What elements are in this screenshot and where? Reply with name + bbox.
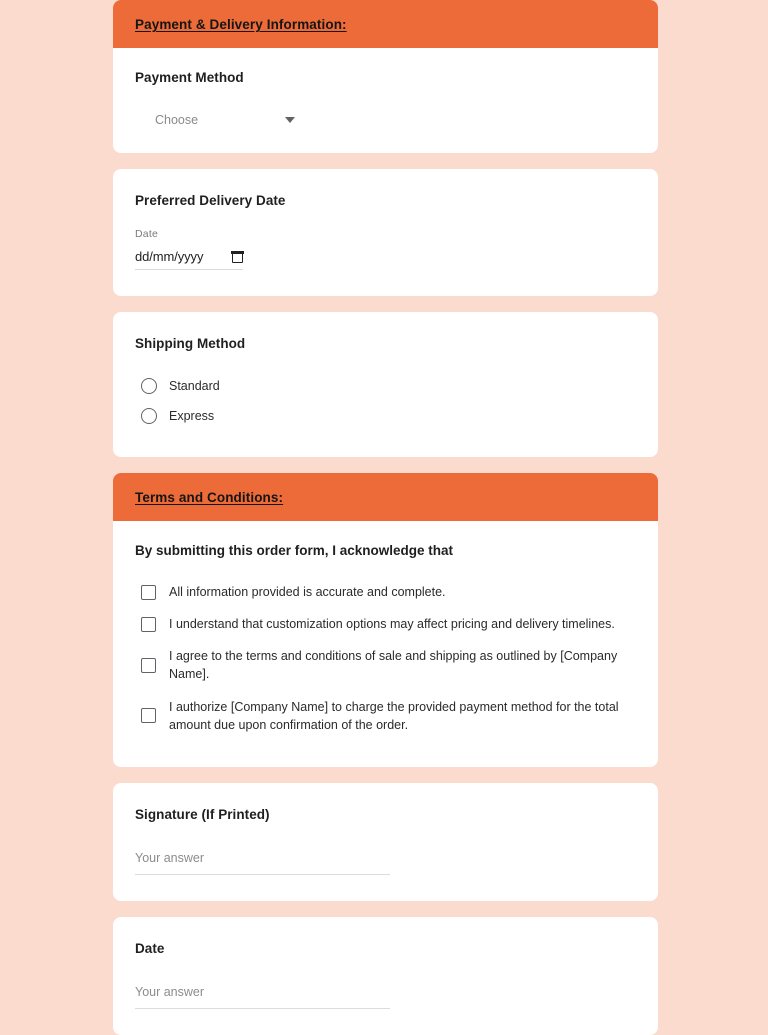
section-header-payment-delivery: [113, 0, 658, 48]
question-title: Signature (If Printed): [135, 806, 270, 822]
radio-option-express[interactable]: [135, 401, 636, 431]
section-title: Payment & Delivery Information:: [135, 17, 347, 32]
acknowledgement-checklist: [135, 576, 636, 741]
payment-method-select[interactable]: [155, 113, 295, 127]
checkbox-option-customization[interactable]: [135, 608, 636, 640]
question-title: Date: [135, 940, 165, 956]
radio-icon[interactable]: [141, 378, 157, 394]
signature-input[interactable]: [135, 849, 390, 875]
section-card-payment-delivery: [113, 0, 658, 153]
signature-placeholder: Your answer: [135, 850, 205, 865]
question-title: Payment Method: [135, 70, 244, 85]
acknowledgement-title: By submitting this order form, I acknowledge that: [135, 543, 454, 558]
chevron-down-icon: [285, 117, 295, 123]
question-card-date: [113, 917, 658, 1035]
checkbox-icon[interactable]: [141, 585, 156, 600]
checkbox-option-accuracy[interactable]: [135, 576, 636, 608]
date-field-block: [135, 228, 636, 270]
section-header-terms: [113, 473, 658, 521]
checkbox-option-payment-authorization[interactable]: [135, 691, 636, 741]
date-placeholder: Your answer: [135, 984, 205, 999]
question-payment-method: [113, 48, 658, 153]
payment-method-selected-value: Choose: [155, 113, 199, 127]
checkbox-option-label: All information provided is accurate and complete.: [169, 585, 446, 599]
section-card-terms: [113, 473, 658, 767]
radio-option-label: Standard: [169, 379, 220, 393]
question-card-signature: [113, 783, 658, 901]
date-text-input[interactable]: [135, 983, 390, 1009]
section-title: Terms and Conditions:: [135, 490, 284, 505]
date-field-label: Date: [135, 228, 158, 240]
radio-icon[interactable]: [141, 408, 157, 424]
shipping-method-options: [135, 371, 636, 431]
checkbox-option-label: I agree to the terms and conditions of sale and shipping as outlined by [Company Name].: [169, 649, 618, 682]
radio-option-standard[interactable]: [135, 371, 636, 401]
question-title: Preferred Delivery Date: [135, 193, 286, 208]
checkbox-icon[interactable]: [141, 708, 156, 723]
checkbox-option-label: I understand that customization options may affect pricing and delivery timelines.: [169, 617, 615, 632]
checkbox-option-label: I authorize [Company Name] to charge the provided payment method for the total amount due upon confirmation of the order.: [169, 699, 619, 732]
checkbox-icon[interactable]: [141, 617, 156, 632]
question-shipping-method: [113, 312, 658, 457]
delivery-date-input[interactable]: [135, 249, 243, 270]
question-delivery-date: [113, 169, 658, 296]
question-card-shipping-method: [113, 312, 658, 457]
checkbox-icon[interactable]: [141, 658, 156, 673]
question-title: Shipping Method: [135, 336, 246, 351]
calendar-icon[interactable]: [232, 252, 243, 263]
question-signature: [113, 783, 658, 901]
question-date: [113, 917, 658, 1035]
question-card-delivery-date: [113, 169, 658, 296]
radio-option-label: Express: [169, 409, 215, 423]
terms-acknowledgement: [113, 521, 658, 767]
delivery-date-value: dd/mm/yyyy: [135, 249, 204, 264]
checkbox-option-terms-agreement[interactable]: [135, 640, 636, 690]
